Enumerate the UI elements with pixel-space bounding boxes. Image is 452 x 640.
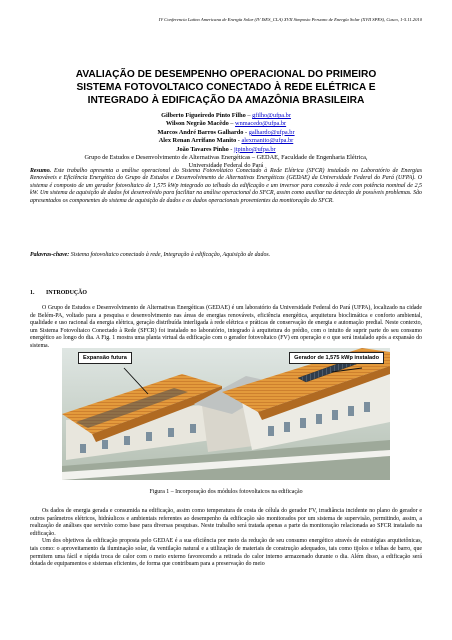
intro-paragraph: O Grupo de Estudos e Desenvolvimento de Alternativas Energéticas (GEDAE) é um laboratório da Universidade Federal do Pará (UFPA), localizado na cidade de Belém-PA, voltado para a pesquisa e desenvolvimento nas áreas de energias renováveis, eficiência energética, arquitetura bioclimática e conforto ambiental, qualidade e uso racional da energia elétrica, geração distribuída interligada à rede elétrica e práticas de conservação de energia e automação predial. Neste contexto, um Sistema Fotovoltaico Conectado à Rede (SFCR) foi instalado no laboratório, integrado à arquitetura do prédio, com o intuito de suprir parte do seu consumo energético ao longo do dia. A Fig. 1 mostra uma planta virtual da edificação com o gerador fotovoltaico (FV) em operação e o que será instalado após a expansão do sistema. (30, 305, 422, 349)
body-paragraph: Os dados de energia gerada e consumida na edificação, assim como temperatura de costa de célula do gerador FV, irradiância incidente no plano do gerador e outros parâmetros elétricos, hidráulicos e ambientais referentes ao desempenho da edificação são monitorados por um sistema de supervisão, permitindo, assim, a realização de análises que servirão como base para diversas pesquisas. Neste trabalho será tratada apenas a parte da monitoração relacionada ao SFCR instalado na edificação. (30, 508, 422, 537)
author-name: Alex Renan Arrifano Manito (158, 137, 237, 145)
author-line (30, 129, 422, 137)
running-header: IV Conferencia Latino Americana de Energía Solar (IV ISES_CLA) XVII Simposio Peruano de Energía Solar (XVII SPES), Cusco, 1-5.11.2010 (158, 17, 422, 22)
body-paragraphs (30, 508, 422, 569)
abstract-label: Resumo. (30, 168, 52, 174)
author-line (30, 146, 422, 154)
author-name: Wilson Negrão Macêdo (165, 120, 229, 128)
author-email-link[interactable]: alexmanito@ufpa.br (241, 137, 294, 145)
author-line (30, 137, 422, 145)
abstract-text: Este trabalho apresenta a análise operacional do Sistema Fotovoltaico Conectado à Rede Elétrica (SFCR) instalado no Laboratório de Energias Renováveis e Eficiência Energética do Grupo de Estudos e Desenvolvimento de Alternativas Energéticas (GEDAE) da Universidade Federal do Pará (UFPA). O sistema é composto de um gerador fotovoltaico de 1,575 kWp integrado ao telhado da edificação e um inversor para conexão à rede com potência nominal de 2,5 kW. Um sistema de aquisição de dados foi desenvolvido para facilitar na análise operacional do SFCR, assim como auxiliar na detecção de possíveis problemas. São apresentados os componentes do sistema de aquisição de dados e os dados operacionais provenientes da monitoração do SFCR. (30, 168, 422, 204)
keywords-text: Sistema fotovoltaico conectado à rede, Integração à edificação, Aquisição de dados. (69, 252, 271, 258)
author-name: Marcos André Barros Galhardo (157, 128, 244, 136)
author-separator: – (228, 120, 236, 128)
section-title: INTRODUÇÃO (46, 290, 87, 296)
title-line: SISTEMA FOTOVOLTAICO CONECTADO À REDE ELÉTRICA E (76, 82, 376, 93)
author-email-link[interactable]: jtpinho@ufpa.br (233, 145, 276, 153)
author-email-link[interactable]: wnmacedo@ufpa.br (235, 120, 287, 128)
author-line (30, 112, 422, 120)
building-render-figure (62, 348, 390, 480)
keywords (30, 252, 422, 259)
author-separator: - (236, 137, 242, 145)
title-line: INTEGRADO À EDIFICAÇÃO DA AMAZÔNIA BRASILEIRA (87, 95, 365, 106)
building-render-illustration (62, 348, 390, 480)
affiliation-line: Universidade Federal do Pará (188, 162, 264, 170)
affiliation-line: Grupo de Estudos e Desenvolvimento de Alternativas Energéticas – GEDAE, Faculdade de Engenharia Elétrica, (84, 154, 368, 162)
author-separator: – (245, 112, 253, 119)
section-number: 1. (30, 290, 35, 296)
author-email-link[interactable]: gfilho@ufpa.br (252, 112, 291, 119)
author-name: Gilberto Figueiredo Pinto Filho (161, 112, 246, 119)
figure-label-installed-generator: Gerador de 1,575 kWp instalado (289, 352, 384, 364)
abstract (30, 168, 422, 205)
author-separator: - (243, 128, 249, 136)
author-email-link[interactable]: galhardo@ufpa.br (248, 128, 295, 136)
keywords-label: Palavras-chave: (30, 252, 70, 258)
section-heading (30, 290, 87, 296)
author-block (30, 112, 422, 171)
author-name: João Tavares Pinho (176, 145, 229, 153)
author-separator: - (228, 145, 234, 153)
paper-title (40, 68, 412, 107)
title-line: AVALIAÇÃO DE DESEMPENHO OPERACIONAL DO PRIMEIRO (75, 69, 377, 80)
figure-label-future-expansion: Expansão futura (78, 352, 132, 364)
author-line (30, 120, 422, 128)
body-paragraph: Um dos objetivos da edificação proposta pelo GEDAE é a sua eficiência por meio da redução de seu consumo energético através de estratégias arquitetônicas, tais como: o aproveitamento da iluminação solar, da ventilação natural e a utilização de materiais de construção adequados, tais como tijolos e telhas de barro, que permitem uma fácil e rápida troca de calor com o meio externo favorecendo a retirada do calor interno armazenado durante o dia. Além disso, a edificação será dotada de equipamentos e sistemas eficientes, de forma que contribuam para a preservação do meio (30, 538, 422, 568)
figure-caption: Figura 1 – Incorporação dos módulos fotovoltaicos na edificação (149, 489, 303, 495)
